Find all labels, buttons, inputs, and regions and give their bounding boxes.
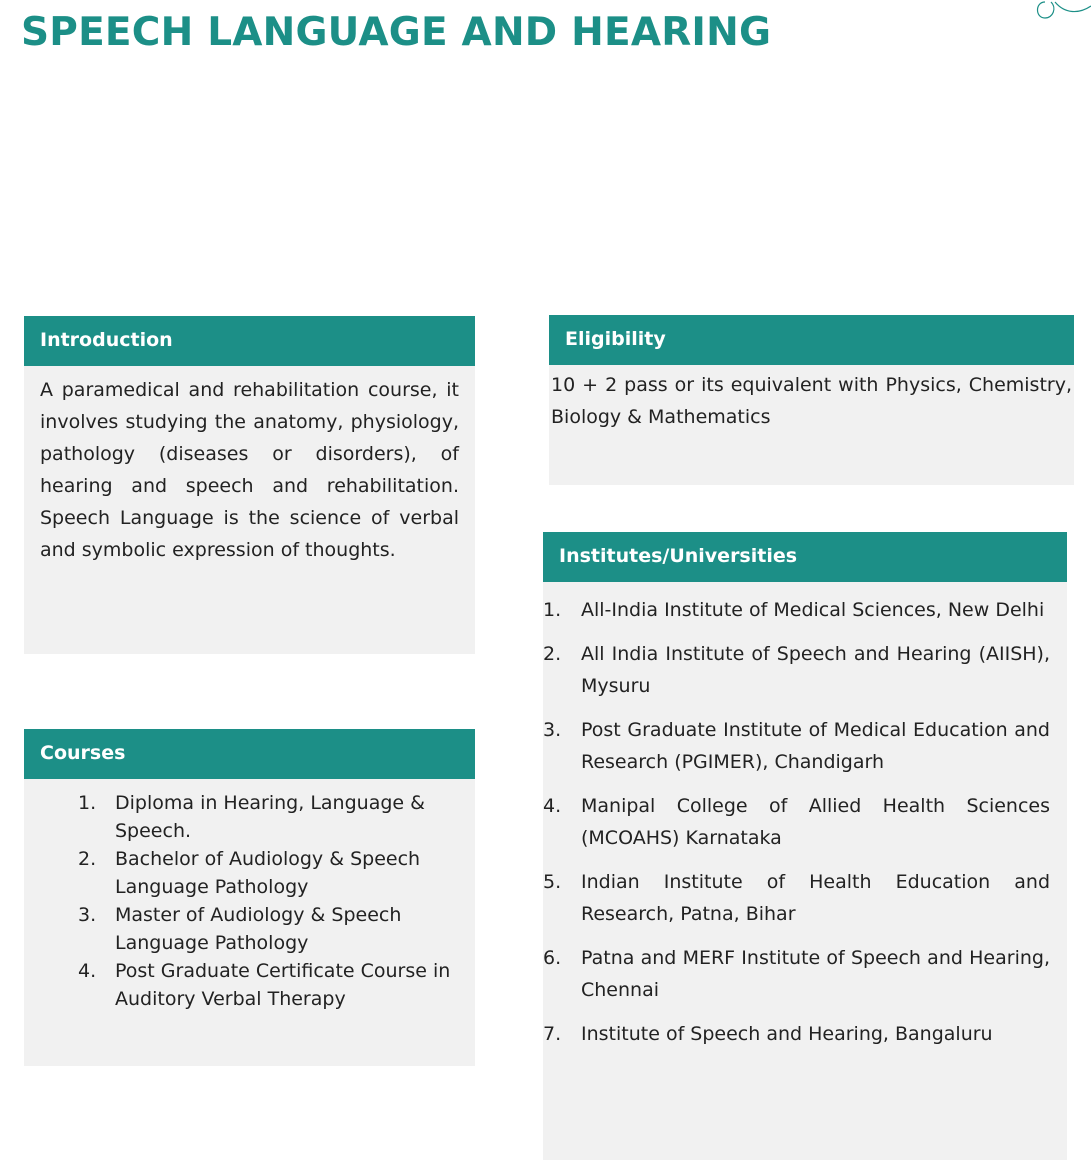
institute-item [543,942,1067,1006]
course-item [78,957,475,1013]
introduction-heading: Introduction [24,316,475,366]
institute-item [543,790,1067,854]
institute-text: Post Graduate Institute of Medical Education and Research (PGIMER), Chandigarh [581,719,1050,773]
institute-list [543,582,1067,1050]
institutes-panel [543,532,1067,1160]
course-text: Master of Audiology & Speech Language Pathology [115,904,402,954]
institute-item [543,714,1067,778]
institute-number: 4. [543,795,562,817]
institute-text: Manipal College of Allied Health Sciences (MCOAHS) Karnataka [581,795,1050,849]
page-title: SPEECH LANGUAGE AND HEARING [21,10,772,55]
institute-item [543,594,1067,626]
courses-heading: Courses [24,729,475,779]
institute-text: All India Institute of Speech and Hearing (AIISH), Mysuru [581,643,1050,697]
decorative-swirl-icon [1031,0,1091,24]
institutes-heading: Institutes/Universities [543,532,1067,582]
eligibility-panel [549,315,1074,485]
course-number: 4. [78,960,97,982]
institute-item [543,1018,1067,1050]
course-number: 3. [78,904,97,926]
institute-number: 7. [543,1023,562,1045]
introduction-panel [24,316,475,654]
institute-text: Patna and MERF Institute of Speech and Hearing, Chennai [581,947,1050,1001]
institute-number: 1. [543,599,562,621]
course-number: 2. [78,848,97,870]
institute-item [543,638,1067,702]
course-item [78,789,475,845]
eligibility-heading: Eligibility [549,315,1074,365]
institute-text: All-India Institute of Medical Sciences, New Delhi [581,599,1045,621]
institute-number: 3. [543,719,562,741]
course-text: Bachelor of Audiology & Speech Language Pathology [115,848,421,898]
institute-number: 5. [543,871,562,893]
course-text: Diploma in Hearing, Language & Speech. [115,792,425,842]
course-list [24,779,475,1013]
course-item [78,901,475,957]
course-number: 1. [78,792,97,814]
introduction-text: A paramedical and rehabilitation course, it involves studying the anatomy, physiology, pathology (diseases or disorders), of hearing and speech and rehabilitation. Speech Language is the science of verbal and symbolic expression of thoughts. [40,379,459,561]
course-item [78,845,475,901]
institute-number: 6. [543,947,562,969]
course-text: Post Graduate Certificate Course in Auditory Verbal Therapy [115,960,451,1010]
eligibility-text: 10 + 2 pass or its equivalent with Physics, Chemistry, Biology & Mathematics [551,374,1072,428]
institute-number: 2. [543,643,562,665]
courses-panel [24,729,475,1066]
institute-text: Indian Institute of Health Education and Research, Patna, Bihar [581,871,1050,925]
institute-item [543,866,1067,930]
institute-text: Institute of Speech and Hearing, Bangaluru [581,1023,993,1045]
